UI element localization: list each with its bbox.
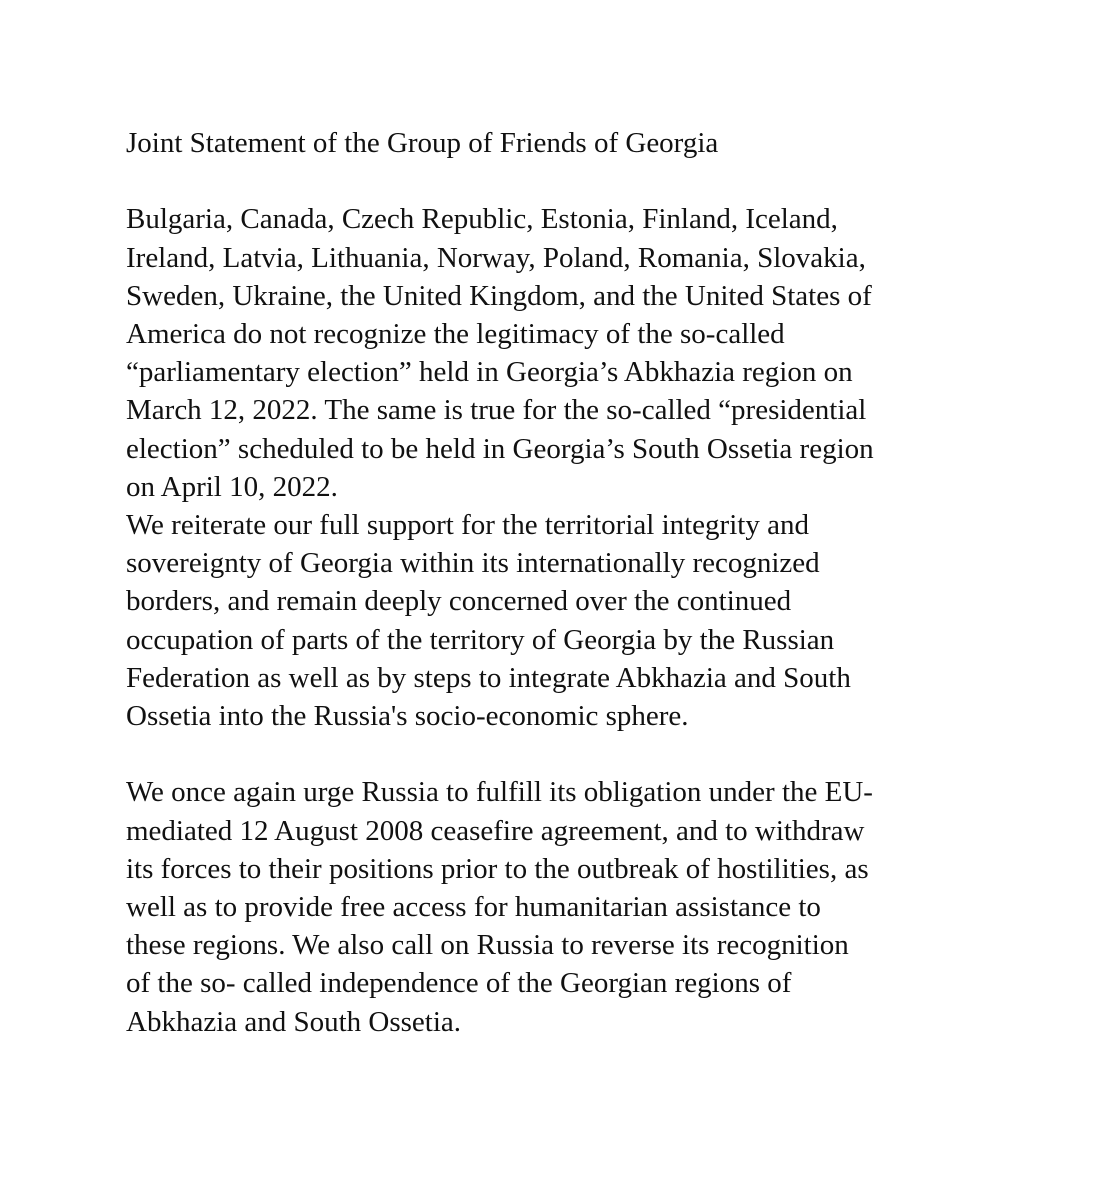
paragraph-line: its forces to their positions prior to the outbreak of hostilities, as — [126, 852, 869, 885]
paragraph-line: Bulgaria, Canada, Czech Republic, Estonia, Finland, Iceland, — [126, 203, 838, 236]
paragraph-countries — [126, 200, 1026, 506]
document-title: Joint Statement of the Group of Friends of Georgia — [126, 127, 719, 159]
paragraph-line: these regions. We also call on Russia to reverse its recognition — [126, 929, 849, 962]
paragraph-line: March 12, 2022. The same is true for the so-called “presidential — [126, 394, 867, 427]
paragraph-line: Ossetia into the Russia's socio-economic sphere. — [126, 700, 689, 733]
paragraph-line: “parliamentary election” held in Georgia’s Abkhazia region on — [126, 356, 853, 389]
paragraph-line: of the so- called independence of the Georgian regions of — [126, 967, 792, 1000]
paragraph-line: borders, and remain deeply concerned over the continued — [126, 585, 792, 618]
paragraph-line: on April 10, 2022. — [126, 470, 338, 503]
paragraph-line: America do not recognize the legitimacy of the so-called — [126, 318, 785, 350]
paragraph-line: sovereignty of Georgia within its internationally recognized — [126, 547, 820, 580]
paragraph-line: We once again urge Russia to fulfill its obligation under the EU- — [126, 776, 873, 809]
paragraph-line: Federation as well as by steps to integrate Abkhazia and South — [126, 661, 851, 694]
paragraph-line: Sweden, Ukraine, the United Kingdom, and the United States of — [126, 279, 872, 312]
spacer — [126, 162, 1026, 200]
paragraph-urge — [126, 773, 1026, 1040]
paragraph-line: mediated 12 August 2008 ceasefire agreement, and to withdraw — [126, 814, 865, 847]
spacer — [126, 735, 1026, 773]
paragraph-line: well as to provide free access for humanitarian assistance to — [126, 891, 821, 924]
statement-document — [126, 124, 1026, 1041]
paragraph-line: election” scheduled to be held in Georgia’s South Ossetia region — [126, 432, 874, 465]
paragraph-support — [126, 506, 1026, 735]
paragraph-line: Ireland, Latvia, Lithuania, Norway, Poland, Romania, Slovakia, — [126, 241, 866, 274]
paragraph-line: We reiterate our full support for the territorial integrity and — [126, 509, 809, 542]
paragraph-line: occupation of parts of the territory of Georgia by the Russian — [126, 623, 835, 656]
paragraph-line: Abkhazia and South Ossetia. — [126, 1005, 462, 1038]
